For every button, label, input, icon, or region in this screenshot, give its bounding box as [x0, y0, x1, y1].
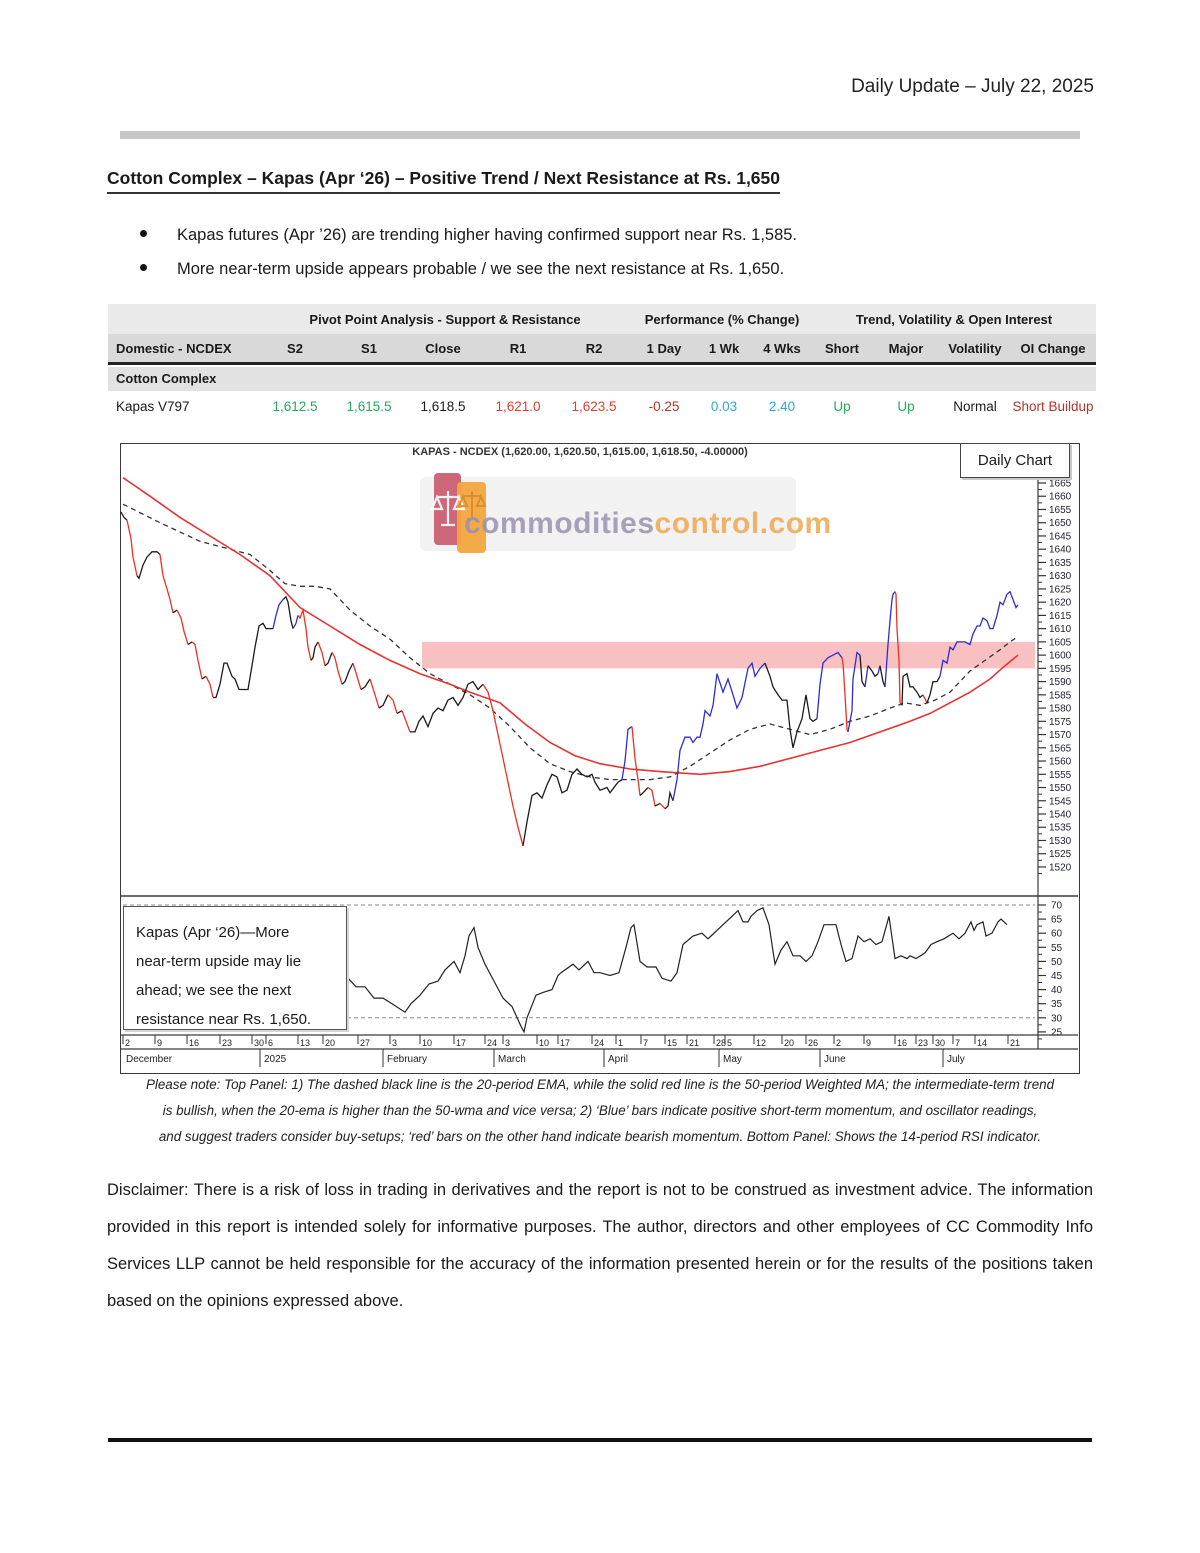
- svg-text:25: 25: [1051, 1027, 1063, 1039]
- svg-text:7: 7: [643, 1038, 649, 1048]
- col-volatility: Volatility: [948, 340, 1002, 356]
- cell-volatility: Normal: [953, 399, 997, 414]
- svg-text:1650: 1650: [1049, 518, 1072, 530]
- svg-text:5: 5: [727, 1038, 733, 1048]
- svg-text:21: 21: [1010, 1038, 1021, 1048]
- svg-text:21: 21: [689, 1038, 700, 1048]
- svg-text:3: 3: [392, 1038, 398, 1048]
- col-4wks: 4 Wks: [763, 340, 801, 356]
- group-header-pivot: Pivot Point Analysis - Support & Resistance: [309, 311, 581, 327]
- cell-instrument: Kapas V797: [116, 399, 190, 414]
- table-column-header-row: [108, 334, 1096, 365]
- svg-text:1570: 1570: [1049, 730, 1072, 742]
- svg-text:14: 14: [977, 1038, 988, 1048]
- bullet-icon: [140, 230, 147, 237]
- svg-text:1565: 1565: [1049, 743, 1072, 755]
- svg-text:1585: 1585: [1049, 690, 1072, 702]
- col-domestic: Domestic - NCDEX: [116, 340, 232, 356]
- cell-r2: 1,623.5: [571, 399, 617, 414]
- svg-text:May: May: [723, 1054, 742, 1065]
- cell-1wk: 0.03: [710, 399, 738, 414]
- svg-text:1610: 1610: [1049, 624, 1072, 636]
- svg-text:6: 6: [268, 1038, 274, 1048]
- svg-text:24: 24: [594, 1038, 605, 1048]
- svg-text:10: 10: [539, 1038, 550, 1048]
- footnote-line: and suggest traders consider buy-setups; ‘red’ bars on the other hand indicate bearish momentum. Bottom Panel: Shows the 14-period RSI indicator.: [158, 1129, 1042, 1144]
- annotation-line: ahead; we see the next: [136, 982, 292, 999]
- chart-title: KAPAS - NCDEX (1,620.00, 1,620.50, 1,615.00, 1,618.50, -4.00000): [412, 446, 748, 458]
- svg-text:1590: 1590: [1049, 677, 1072, 689]
- table-row: [108, 391, 1096, 422]
- svg-text:2: 2: [836, 1038, 842, 1048]
- svg-text:1525: 1525: [1049, 849, 1072, 861]
- footnote-line: is bullish, when the 20-ema is higher than the 50-wma and vice versa; 2) ‘Blue’ bars indicate positive short-term momentum, and oscillator readings,: [162, 1103, 1038, 1118]
- svg-text:40: 40: [1051, 985, 1063, 997]
- bullet-text: Kapas futures (Apr ’26) are trending higher having confirmed support near Rs. 1,585.: [177, 226, 798, 244]
- svg-text:1640: 1640: [1049, 544, 1072, 556]
- svg-text:30: 30: [1051, 1013, 1063, 1025]
- chart-annotation-box: [123, 906, 347, 1030]
- page-header-date: Daily Update – July 22, 2025: [851, 76, 1094, 97]
- svg-text:1545: 1545: [1049, 796, 1072, 808]
- svg-text:1600: 1600: [1049, 650, 1072, 662]
- header-divider: [120, 131, 1080, 139]
- group-header-trend: Trend, Volatility & Open Interest: [855, 311, 1053, 327]
- watermark-brand-gray: commodities: [464, 507, 655, 540]
- svg-text:55: 55: [1051, 942, 1063, 954]
- svg-text:70: 70: [1051, 900, 1063, 912]
- svg-text:1605: 1605: [1049, 637, 1072, 649]
- svg-text:28: 28: [716, 1038, 727, 1048]
- svg-text:16: 16: [897, 1038, 908, 1048]
- svg-text:1655: 1655: [1049, 504, 1072, 516]
- svg-text:December: December: [126, 1054, 173, 1065]
- col-major: Major: [888, 340, 924, 356]
- svg-text:2: 2: [125, 1038, 131, 1048]
- svg-text:1530: 1530: [1049, 835, 1072, 847]
- svg-text:20: 20: [784, 1038, 795, 1048]
- svg-text:1635: 1635: [1049, 557, 1072, 569]
- svg-text:1625: 1625: [1049, 584, 1072, 596]
- col-r1: R1: [509, 340, 527, 356]
- svg-text:1: 1: [618, 1038, 624, 1048]
- cell-s1: 1,615.5: [346, 399, 392, 414]
- svg-text:1615: 1615: [1049, 610, 1072, 622]
- svg-text:26: 26: [808, 1038, 819, 1048]
- col-oi-change: OI Change: [1020, 340, 1086, 356]
- svg-text:30: 30: [935, 1038, 946, 1048]
- svg-text:March: March: [498, 1054, 526, 1065]
- svg-text:17: 17: [456, 1038, 467, 1048]
- svg-text:1535: 1535: [1049, 822, 1072, 834]
- svg-text:65: 65: [1051, 914, 1063, 926]
- svg-text:1645: 1645: [1049, 531, 1072, 543]
- cell-s2: 1,612.5: [272, 399, 318, 414]
- svg-text:13: 13: [300, 1038, 311, 1048]
- bullet-text: More near-term upside appears probable / we see the next resistance at Rs. 1,650.: [177, 260, 785, 278]
- watermark-brand-orange: control.com: [654, 507, 832, 540]
- col-s2: S2: [287, 340, 303, 356]
- svg-text:50: 50: [1051, 956, 1063, 968]
- svg-text:1580: 1580: [1049, 703, 1072, 715]
- svg-text:20: 20: [325, 1038, 336, 1048]
- svg-text:1550: 1550: [1049, 783, 1072, 795]
- svg-text:45: 45: [1051, 971, 1063, 982]
- svg-text:1620: 1620: [1049, 597, 1072, 609]
- col-short: Short: [825, 340, 859, 356]
- svg-text:June: June: [824, 1054, 846, 1065]
- pivot-table: [108, 304, 1096, 422]
- svg-text:9: 9: [157, 1038, 163, 1048]
- svg-text:1575: 1575: [1049, 716, 1072, 728]
- footer-divider: [108, 1438, 1092, 1442]
- cell-close: 1,618.5: [420, 399, 466, 414]
- svg-text:10: 10: [422, 1038, 433, 1048]
- svg-text:1520: 1520: [1049, 862, 1072, 874]
- annotation-line: resistance near Rs. 1,650.: [136, 1011, 312, 1028]
- svg-text:1595: 1595: [1049, 663, 1072, 675]
- col-close: Close: [425, 340, 461, 356]
- cell-1day: -0.25: [648, 399, 680, 414]
- bullet-item: [140, 260, 784, 279]
- svg-text:3: 3: [505, 1038, 511, 1048]
- svg-text:1555: 1555: [1049, 769, 1072, 781]
- svg-text:16: 16: [189, 1038, 200, 1048]
- svg-text:7: 7: [955, 1038, 961, 1048]
- bullet-icon: [140, 264, 147, 271]
- svg-text:27: 27: [360, 1038, 371, 1048]
- svg-text:February: February: [387, 1054, 428, 1065]
- svg-text:July: July: [947, 1054, 965, 1065]
- svg-text:23: 23: [918, 1038, 929, 1048]
- footnote-line: Please note: Top Panel: 1) The dashed black line is the 20-period EMA, while the solid red line is the 50-period Weighted MA; the intermediate-term trend: [145, 1077, 1055, 1092]
- disclaimer-text: Disclaimer: There is a risk of loss in trading in derivatives and the report is not to be construed as investment advice. The information provided in this report is intended solely for informative purposes. The author, directors and other employees of CC Commodity Info Services LLP cannot be held responsible for the accuracy of the information presented herein or for the results of the positions taken based on the opinions expressed above.: [107, 1181, 1093, 1310]
- svg-text:1665: 1665: [1049, 478, 1072, 490]
- svg-text:17: 17: [560, 1038, 571, 1048]
- svg-text:24: 24: [487, 1038, 498, 1048]
- col-r2: R2: [585, 340, 603, 356]
- col-1day: 1 Day: [646, 340, 682, 356]
- svg-text:9: 9: [866, 1038, 872, 1048]
- svg-text:1630: 1630: [1049, 571, 1072, 583]
- col-1wk: 1 Wk: [708, 340, 740, 356]
- cell-major: Up: [897, 399, 915, 414]
- table-section-row: Cotton Complex: [108, 367, 1096, 391]
- svg-text:35: 35: [1051, 999, 1063, 1011]
- col-s1: S1: [361, 340, 377, 356]
- cell-r1: 1,621.0: [495, 399, 541, 414]
- svg-text:15: 15: [667, 1038, 678, 1048]
- svg-text:1660: 1660: [1049, 491, 1072, 503]
- group-header-performance: Performance (% Change): [644, 311, 800, 327]
- table-group-header-row: [108, 304, 1096, 334]
- svg-text:2025: 2025: [264, 1054, 287, 1065]
- svg-text:April: April: [608, 1054, 629, 1065]
- svg-text:23: 23: [222, 1038, 233, 1048]
- page-title: Cotton Complex – Kapas (Apr ‘26) – Positive Trend / Next Resistance at Rs. 1,650: [107, 168, 780, 194]
- svg-text:1560: 1560: [1049, 756, 1072, 768]
- svg-text:60: 60: [1051, 928, 1063, 940]
- annotation-line: near-term upside may lie: [136, 953, 302, 970]
- daily-chart-label: Daily Chart: [960, 443, 1070, 478]
- cell-oi-change: Short Buildup: [1012, 399, 1094, 414]
- svg-text:1540: 1540: [1049, 809, 1072, 821]
- svg-text:30: 30: [254, 1038, 265, 1048]
- annotation-line: Kapas (Apr ‘26)—More: [136, 924, 290, 941]
- svg-text:12: 12: [756, 1038, 767, 1048]
- bullet-item: [140, 226, 797, 245]
- cell-4wks: 2.40: [768, 399, 796, 414]
- cell-short: Up: [833, 399, 851, 414]
